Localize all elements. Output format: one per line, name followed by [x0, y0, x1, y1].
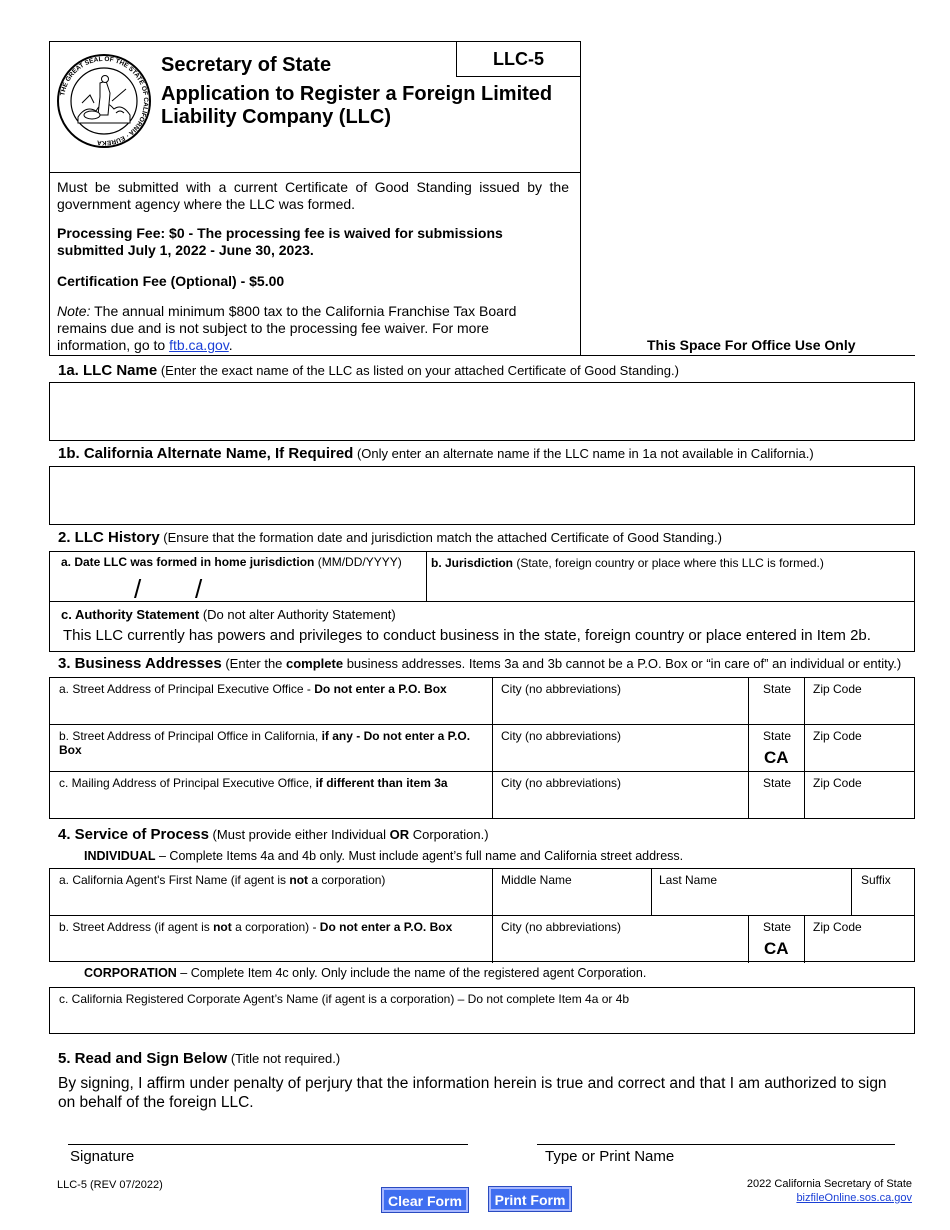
section-4-hint-c: Corporation.)	[409, 827, 489, 842]
form-number: LLC-5	[493, 49, 544, 69]
mailing-street-label	[59, 776, 448, 790]
zip-label: Zip Code	[813, 729, 862, 743]
agent-first-name-text: a. California Agent's First Name (if agent is	[59, 873, 290, 887]
agent-row-a	[50, 869, 914, 916]
city-label: City (no abbreviations)	[501, 682, 622, 696]
middle-name-label: Middle Name	[501, 873, 572, 887]
processing-fee-text: : $0 - The processing fee is waived for submissions submitted July 1, 2022 - June 30, 2023.	[57, 225, 503, 258]
state-ca-value: CA	[764, 939, 789, 958]
mailing-street-input[interactable]	[50, 772, 493, 819]
section-1a-title: 1a. LLC Name	[58, 362, 158, 379]
section-4-hint-a: (Must provide either Individual	[208, 827, 390, 842]
llc-name-input[interactable]	[49, 382, 915, 441]
section-1b-heading	[58, 445, 814, 463]
agent-suffix-input[interactable]	[852, 869, 915, 915]
individual-text: – Complete Items 4a and 4b only. Must include agent’s full name and California street address.	[155, 849, 684, 863]
business-address-table	[49, 677, 915, 819]
formation-date-label-bold: a. Date LLC was formed in home jurisdiction	[61, 555, 315, 569]
mailing-street-text: c. Mailing Address of Principal Executive Office,	[59, 776, 316, 790]
state-seal-icon	[56, 53, 152, 149]
city-label: City (no abbreviations)	[501, 920, 622, 934]
principal-exec-street-text: a. Street Address of Principal Executive Office -	[59, 682, 315, 696]
agent-street-label	[59, 920, 452, 934]
bizfile-link[interactable]	[796, 1192, 912, 1204]
bizfile-link-text[interactable]: bizfileOnline.sos.ca.gov	[796, 1192, 912, 1204]
authority-hint: (Do not alter Authority Statement)	[199, 607, 396, 622]
ca-office-street-label	[59, 729, 492, 757]
affirmation-text: By signing, I affirm under penalty of perjury that the information herein is true and correct and that I am authorized to sign on behalf of the foreign LLC.	[58, 1075, 887, 1111]
address-row-c	[50, 772, 914, 819]
agent-street-bold2: Do not enter a P.O. Box	[319, 920, 453, 934]
section-3-hint-a: (Enter the	[221, 656, 287, 671]
print-name-label: Type or Print Name	[545, 1148, 675, 1165]
note-end: .	[228, 337, 233, 353]
corporation-text: – Complete Item 4c only. Only include the name of the registered agent Corporation.	[176, 966, 647, 980]
section-5-title: 5. Read and Sign Below	[58, 1050, 228, 1067]
section-1b-hint: (Only enter an alternate name if the LLC name in 1a not available in California.)	[353, 446, 814, 461]
zip-label: Zip Code	[813, 776, 862, 790]
corporation-label: CORPORATION	[84, 966, 177, 980]
city-label: City (no abbreviations)	[501, 776, 622, 790]
agent-city-input[interactable]	[493, 916, 749, 963]
address-row-b	[50, 725, 914, 772]
ca-office-zip-input[interactable]	[805, 725, 915, 771]
agent-first-name-label	[59, 873, 385, 887]
ca-office-street-text: b. Street Address of Principal Office in California,	[59, 729, 322, 743]
mailing-street-bold: if different than item 3a	[315, 776, 448, 790]
principal-exec-street-input[interactable]	[50, 678, 493, 724]
date-slash-2: /	[195, 574, 203, 604]
print-name-line[interactable]	[537, 1144, 895, 1145]
section-3-hint-b: complete	[286, 656, 344, 671]
section-3-hint-c: business addresses. Items 3a and 3b cannot be a P.O. Box or “in care of” an individual or entity.)	[343, 656, 902, 671]
agency-name: Secretary of State	[161, 54, 332, 76]
principal-exec-city-input[interactable]	[493, 678, 749, 724]
section-1a-hint: (Enter the exact name of the LLC as listed on your attached Certificate of Good Standing.)	[157, 363, 679, 378]
agent-street-text: b. Street Address (if agent is	[59, 920, 214, 934]
principal-exec-state-input[interactable]	[749, 678, 805, 724]
section-4-title: 4. Service of Process	[58, 826, 209, 843]
divider-line	[49, 355, 915, 356]
agent-first-name-bold: not	[289, 873, 309, 887]
formation-date-label	[61, 555, 402, 569]
alternate-name-input[interactable]	[49, 466, 915, 525]
agent-middle-name-input[interactable]	[493, 869, 652, 915]
section-2-heading	[58, 529, 722, 547]
agent-first-name-end: a corporation)	[308, 873, 386, 887]
mailing-city-input[interactable]	[493, 772, 749, 819]
agent-zip-input[interactable]	[805, 916, 915, 963]
city-label: City (no abbreviations)	[501, 729, 622, 743]
last-name-label: Last Name	[659, 873, 718, 887]
agent-street-bold1: not	[213, 920, 232, 934]
ca-office-street-bold: if any - Do not enter a P.O. Box	[59, 729, 471, 757]
state-label: State	[763, 729, 792, 743]
section-2-title: 2. LLC History	[58, 529, 160, 546]
jurisdiction-label-bold: b. Jurisdiction	[431, 556, 514, 570]
note-label: Note:	[57, 303, 91, 319]
ftb-link[interactable]: ftb.ca.gov	[169, 337, 229, 353]
authority-label-bold: c. Authority Statement	[61, 607, 200, 622]
state-label: State	[763, 682, 792, 696]
ca-office-street-input[interactable]	[50, 725, 493, 771]
section-4-hint-b: OR	[389, 827, 410, 842]
principal-exec-street-bold: Do not enter a P.O. Box	[314, 682, 447, 696]
good-standing-text: Must be submitted with a current Certificate of Good Standing issued by the government agency where the LLC was formed.	[57, 179, 569, 212]
form-revision: LLC-5 (REV 07/2022)	[57, 1179, 163, 1191]
section-4-heading	[58, 826, 489, 844]
corporate-agent-label: c. California Registered Corporate Agent’s Name (if agent is a corporation) – Do not complete Item 4a or 4b	[59, 992, 630, 1006]
llc-history-table	[49, 551, 915, 652]
formation-date-hint: (MM/DD/YYYY)	[314, 555, 402, 569]
individual-label: INDIVIDUAL	[84, 849, 156, 863]
signature-label: Signature	[70, 1148, 135, 1165]
agent-last-name-input[interactable]	[652, 869, 852, 915]
copyright-text: 2022 California Secretary of State	[746, 1178, 912, 1190]
form-number-box	[456, 41, 581, 77]
note-body: The annual minimum $800 tax to the California Franchise Tax Board remains due and is not subject to the processing fee waiver. For more information, go to	[57, 303, 517, 353]
processing-fee-label: Processing Fee	[57, 225, 161, 241]
section-1a-heading	[58, 362, 679, 380]
section-5-heading	[58, 1050, 340, 1068]
state-label: State	[763, 776, 792, 790]
jurisdiction-label[interactable]	[431, 556, 824, 570]
form-title-line1: Application to Register a Foreign Limited	[161, 83, 553, 105]
authority-label	[61, 607, 396, 622]
processing-fee	[57, 225, 527, 259]
print-form-button[interactable]: Print Form	[489, 1187, 571, 1211]
zip-label: Zip Code	[813, 682, 862, 696]
seal-text: THE GREAT SEAL OF THE STATE OF CALIFORNIA · EUREKA	[59, 55, 150, 147]
state-label: State	[763, 920, 792, 934]
address-row-a	[50, 678, 914, 725]
date-slash-1: /	[134, 574, 142, 604]
corporation-instruction	[84, 966, 646, 980]
principal-exec-zip-input[interactable]	[805, 678, 915, 724]
certification-fee: Certification Fee (Optional) - $5.00	[57, 273, 285, 289]
signature-line[interactable]	[68, 1144, 468, 1145]
authority-statement: This LLC currently has powers and privileges to conduct business in the state, foreign country or place entered in Item 2b.	[63, 627, 871, 644]
formation-date-cell[interactable]	[50, 552, 427, 604]
section-3-title: 3. Business Addresses	[58, 655, 222, 672]
form-title-line2: Liability Company (LLC)	[161, 106, 391, 128]
mailing-state-input[interactable]	[749, 772, 805, 819]
corporate-agent-name-input[interactable]	[49, 987, 915, 1034]
principal-exec-street-label	[59, 682, 447, 696]
agent-first-name-input[interactable]	[50, 869, 493, 915]
mailing-zip-input[interactable]	[805, 772, 915, 819]
agent-individual-table	[49, 868, 915, 962]
clear-form-button[interactable]: Clear Form	[382, 1188, 468, 1212]
ca-office-city-input[interactable]	[493, 725, 749, 771]
agent-state-cell	[749, 916, 805, 963]
section-3-heading	[58, 655, 901, 673]
agent-row-b	[50, 916, 914, 963]
office-use-label: This Space For Office Use Only	[647, 337, 856, 353]
agent-street-mid: a corporation) -	[231, 920, 320, 934]
section-1b-title: 1b. California Alternate Name, If Required	[58, 445, 354, 462]
jurisdiction-hint: (State, foreign country or place where this LLC is formed.)	[513, 556, 824, 570]
section-2-hint: (Ensure that the formation date and jurisdiction match the attached Certificate of Good Standing.)	[159, 530, 722, 545]
individual-instruction	[84, 849, 683, 863]
note-text	[57, 303, 537, 354]
state-ca-value: CA	[764, 748, 789, 767]
history-row-1	[50, 552, 914, 602]
suffix-label: Suffix	[861, 873, 891, 887]
section-5-hint: (Title not required.)	[227, 1051, 341, 1066]
agent-street-input[interactable]	[50, 916, 493, 963]
ca-office-state-cell	[749, 725, 805, 771]
zip-label: Zip Code	[813, 920, 862, 934]
history-row-2	[50, 602, 914, 652]
